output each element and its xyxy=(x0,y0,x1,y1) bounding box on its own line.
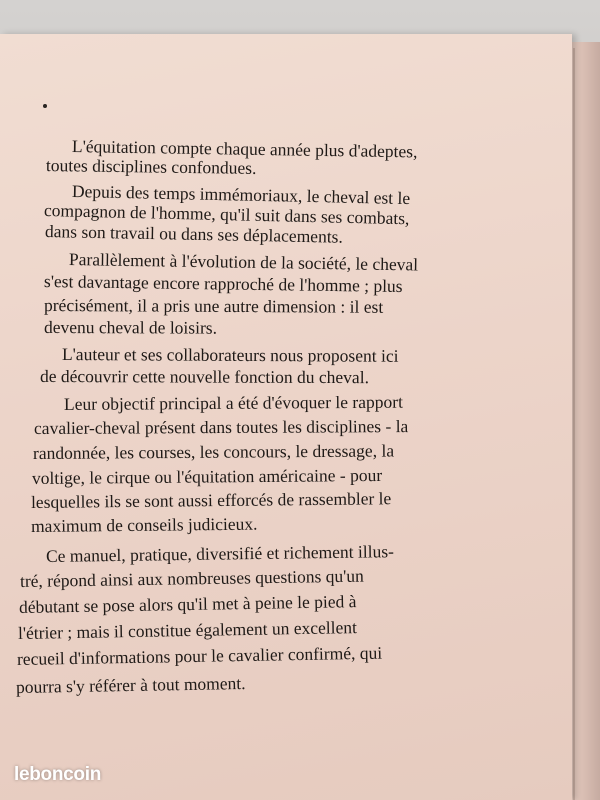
text-line: lesquelles ils se sont aussi efforcés de rassembler le xyxy=(30,488,392,512)
text-line: devenu cheval de loisirs. xyxy=(43,317,218,338)
text-line: cavalier-cheval présent dans toutes les disciplines - la xyxy=(33,416,409,438)
text-line: pourra s'y référer à tout moment. xyxy=(15,672,246,697)
text-line: l'étrier ; mais il constitue également un excellent xyxy=(17,617,358,643)
text-line: toutes disciplines confondues. xyxy=(45,155,257,178)
text-line: débutant se pose alors qu'il met à peine le pied à xyxy=(18,591,357,617)
text-line: L'auteur et ses collaborateurs nous proposent ici xyxy=(61,344,399,366)
text-line: voltige, le cirque ou l'équitation américaine - pour xyxy=(31,464,383,488)
text-line: compagnon de l'homme, qu'il suit dans ses combats, xyxy=(43,200,410,229)
text-line: randonnée, les courses, les concours, le dressage, la xyxy=(32,440,395,463)
text-line: Depuis des temps immémoriaux, le cheval est le xyxy=(71,181,411,209)
text-line: de découvrir cette nouvelle fonction du cheval. xyxy=(39,366,370,388)
text-line: tré, répond ainsi aux nombreuses questions qu'un xyxy=(19,565,364,591)
text-line: Parallèlement à l'évolution de la société, le cheval xyxy=(68,249,419,275)
text-line: précisément, il a pris une autre dimension : il est xyxy=(43,295,384,317)
text-line: Ce manuel, pratique, diversifié et richement illus- xyxy=(45,541,395,566)
text-line: Leur objectif principal a été d'évoquer le rapport xyxy=(63,391,403,414)
leboncoin-watermark: leboncoin xyxy=(14,764,102,785)
text-line: s'est davantage encore rapproché de l'homme ; plus xyxy=(43,271,403,297)
text-line: recueil d'informations pour le cavalier confirmé, qui xyxy=(16,642,383,669)
text-line: maximum de conseils judicieux. xyxy=(30,513,258,536)
text-line: L'équitation compte chaque année plus d'adeptes, xyxy=(71,136,418,162)
text-line: dans son travail ou dans ses déplacements. xyxy=(44,221,344,247)
